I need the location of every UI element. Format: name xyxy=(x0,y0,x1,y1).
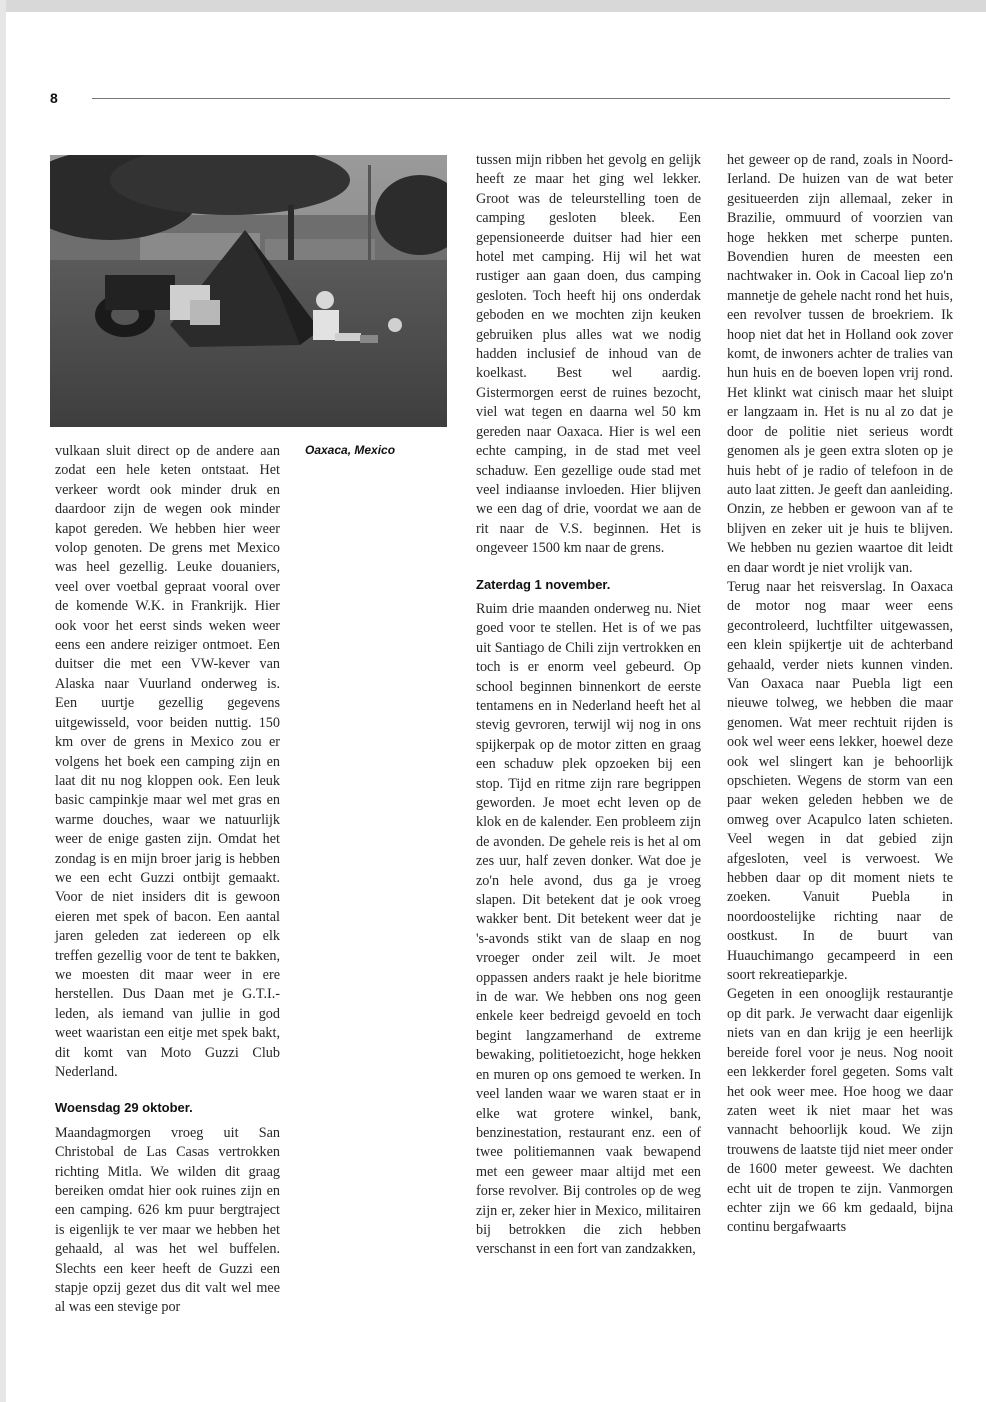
photo-caption: Oaxaca, Mexico xyxy=(305,443,396,457)
paragraph: Maandagmorgen vroeg uit San Christobal de Las Casas vertrokken richting Mitla. We wilden dit graag bereiken omdat hier ook ruines zijn en een camping. 626 km puur bergtraject is eigenlijk te ver maar we hebben het gehaald, al was het wel buffelen. Slechts een keer heeft de Guzzi een stapje opzij gezet dus dit valt wel mee al was een stevige por xyxy=(55,1124,280,1316)
column-3 xyxy=(727,151,953,1238)
page-number: 8 xyxy=(50,90,58,106)
paragraph: Terug naar het reisverslag. In Oaxaca de motor nog maar weer eens gecontroleerd, luchtfilter uitgewassen, een klein spijkertje uit de achterband gehaald, verder niets kunnen vinden. Van Oaxaca naar Puebla ligt een nieuwe tolweg, we hebben die maar genomen. Wat meer rechtuit rijden is ook wel weer eens lekker, hoewel deze ook wel slingert kan je behoorlijk opschieten. Wegens de storm van een paar weken geleden hebben we de omweg over Acapulco laten schieten. Veel wegen in dat gebied zijn afgesloten, veel is verwoest. We hebben daar op dit moment niets te zoeken. Vanuit Puebla in noordoostelijke richting naar de oostkust. In de buurt van Huauchimango gecampeerd in een soort rekreatieparkje. xyxy=(727,578,953,984)
paragraph: het geweer op de rand, zoals in Noord-Ierland. De huizen van de wat beter gesitueerden zijn allemaal, zeker in Brazilie, ommuurd of voorzien van hoge hekken met scherpe punten. Bovendien huren de meesten een nachtwaker in. Ook in Cacoal liep zo'n mannetje de gehele nacht rond het huis, een revolver tussen de broekriem. Ik hoop niet dat het in Holland ook zover komt, de inwoners achter de tralies van hun huis en de boeven lopen vrij rond. Het klinkt wat cinisch maar het sluipt er langzaam in. Het is nu al zo dat je door de politie niet serieus wordt genomen als je geen extra sloten op je huis hebt of je radio of telefoon in de auto laat zitten. Je geeft dan aanleiding. Onzin, ze hebben er gewoon van af te blijven en zeker uit je huis te blijven. We hebben nu gezien waartoe dit leidt en daar wordt je niet vrolijk van. xyxy=(727,152,953,576)
paragraph: Ruim drie maanden onderweg nu. Niet goed voor te stellen. Het is of we pas uit Santiago de Chili zijn vertrokken en toch is er enorm veel gebeurd. Op school beginnen binnenkort de eerste tentamens en in Nederland heeft het al stevig gevroren, terwijl wij nog in ons spijkerpak op de motor zitten en graag een schaduw plek opzoeken bij een stop. Tijd en ritme zijn rare begrippen geworden. Je moet echt leven op de klok en de kalender. Een probleem zijn de avonden. De gehele reis is het al om zes uur, half zeven donker. Wat doe je zo'n hele avond, dus ga je vroeg slapen. Dit betekent dat je ook vroeg wakker bent. Dit betekent weer dat je 's-avonds stikt van de slaap en nog vroeger onder zeil wilt. Je moet oppassen anders raakt je hele bioritme in de war. We hebben ons nog geen enkele keer bedreigd gevoeld en toch begint langzamerhand de extreme bewaking, politietoezicht, hoge hekken en muren op ons gemoed te werken. In veel landen waar we waren staat er in elke wat grotere winkel, bank, benzinestation, restaurant enz. een of twee politiemannen vaak bewapend met een geweer maar altijd met een forse revolver. Bij controles op de weg zijn er, zeker hier in Mexico, militairen bij betrokken die zich hebben verschanst in een fort van zandzakken, xyxy=(476,600,701,1258)
column-1 xyxy=(55,442,280,1318)
paragraph: vulkaan sluit direct op de andere aan zodat een hele keten ontstaat. Het verkeer wordt ook minder druk en daardoor zijn de wegen ook minder kapot gereden. We hebben hier weer volop genoten. De grens met Mexico was heel gezellig. Leuke douaniers, veel over voetbal gepraat vooral over de komende W.K. in Frankrijk. Hier ook voor het eerst sinds weken weer eens een andere reiziger ontmoet. Een duitser die met een VW-kever van Alaska naar Vuurland onderweg is. Een uurtje gezellig gegevens uitgewisseld, voor beiden nuttig. 150 km over de grens in Mexico zou er volgens het boek een camping zijn en laat dit nu nog kloppen ook. Een leuk basic campinkje maar wel met gras en warme douches, waar we natuurlijk weer de enige gasten zijn. Omdat het zondag is en mijn broer jarig is hebben we een echt Guzzi ontbijt gemaakt. Voor de niet insiders dit is gewoon eieren met spek of bacon. Een aantal jaren geleden zat iedereen op elk treffen gezellig voor de tent te bakken, we moesten dit maar weer in ere herstellen. Dus Daan met je G.T.I.-leden, als iemand van jullie in god weet waaristan een eitje met spek bakt, dit komt van Moto Guzzi Club Nederland. xyxy=(55,443,280,1080)
scan-edge-left xyxy=(0,0,6,1402)
photo-tent-motorcycle xyxy=(50,155,447,427)
scan-edge-top xyxy=(0,0,986,12)
column-2 xyxy=(476,151,701,1260)
section-heading: Woensdag 29 oktober. xyxy=(55,1100,193,1116)
photo-illustration xyxy=(50,155,447,427)
paragraph: Gegeten in een onooglijk restaurantje op dit park. Je verwacht daar eigenlijk niets van en dan krijg je een heerlijk bereide forel voor je neus. Nog nooit een lekkerder forel gegeten. Soms valt het ook weer mee. Hoe hoog we daar zaten weet ik niet maar het was vannacht behoorlijk koud. We zijn trouwens de laatste tijd niet meer onder de 1600 meter geweest. We dachten echt uit de tropen te zijn. Vanmorgen echter zijn we 66 km gedaald, bijna continu bergafwaarts xyxy=(727,986,953,1236)
header-rule xyxy=(92,98,950,99)
section-heading: Zaterdag 1 november. xyxy=(476,576,611,592)
paragraph: tussen mijn ribben het gevolg en gelijk heeft ze maar het ging wel lekker. Groot was de teleurstelling toen de camping gesloten bleek. Een gepensioneerde duitser had hier een hotel met camping. Hij wil het wat rustiger aan gaan doen, dus camping gesloten. Toch heeft hij ons onderdak geboden en we mochten zijn keuken gebruiken plus alles wat we nodig hadden inclusief de inhoud van de koelkast. Best wel aardig. Gistermorgen eerst de ruines bezocht, viel wat tegen en daarna wel 50 km gereden naar Oaxaca. Hier is wel een echte camping, in de stad met veel schaduw. Een gezellige oude stad met veel indiaanse invloeden. Hier blijven we een dag of drie, voordat we aan de rit naar de V.S. beginnen. Het is ongeveer 1500 km naar de grens. xyxy=(476,152,701,557)
